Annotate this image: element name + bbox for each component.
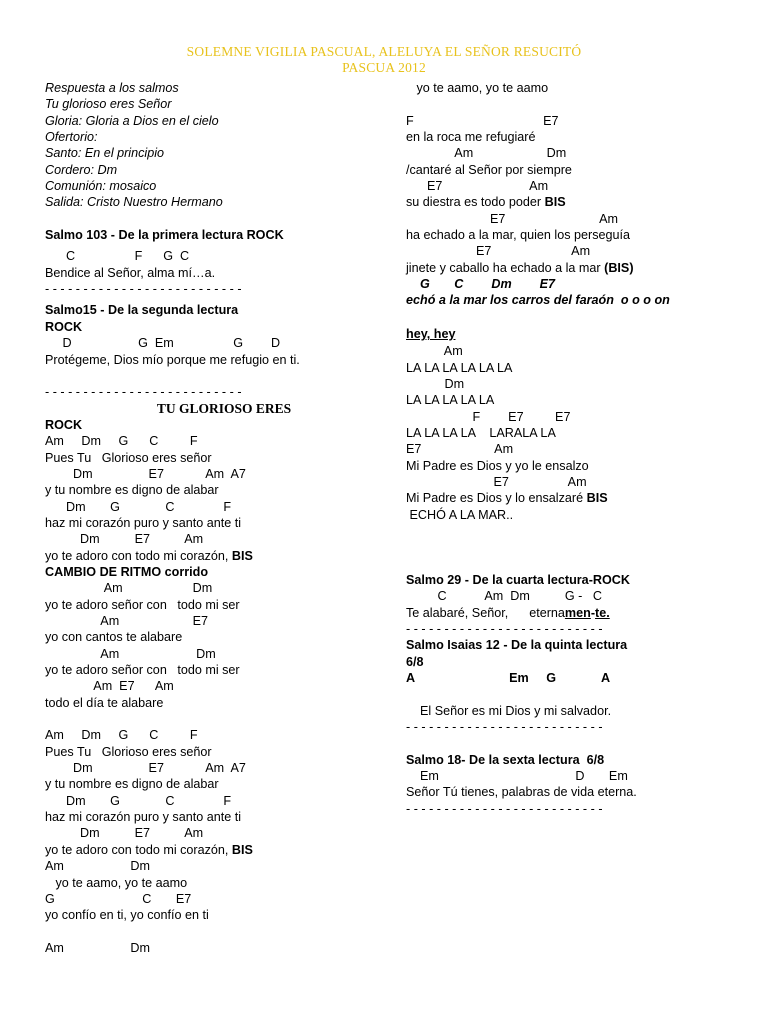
- chord-line: Em D Em: [406, 769, 628, 784]
- line-text: yo te aamo, yo te aamo: [45, 875, 188, 890]
- song-line: [406, 425, 746, 441]
- salmo-isaias-heading-2: 6/8: [406, 654, 424, 669]
- line-text: Am Dm G C F: [45, 728, 198, 743]
- song-line: [406, 376, 746, 392]
- song-line: [45, 499, 375, 515]
- chord-line: Am Dm: [45, 940, 150, 955]
- song-line: [406, 490, 746, 506]
- intro-item: Comunión: mosaico: [45, 179, 157, 194]
- line-text: ha echado a la mar, quien los perseguía: [406, 228, 631, 243]
- line-text: E7 Am: [406, 474, 587, 489]
- line-text: Mi Padre es Dios y yo le ensalzo: [406, 458, 589, 473]
- bis-label: BIS: [231, 548, 253, 563]
- bis-label: BIS: [231, 842, 253, 857]
- song-verse: [45, 858, 375, 923]
- song-line: [406, 343, 746, 359]
- line-text: ECHÓ A LA MAR..: [406, 507, 514, 522]
- song-line: [406, 178, 746, 194]
- chord-line: D G Em G D: [45, 336, 281, 351]
- song-line: [45, 646, 375, 662]
- song-line: [406, 227, 746, 243]
- page-title: [0, 44, 768, 76]
- lyric-underlined: men: [564, 605, 591, 620]
- lyric-underlined: te.: [595, 605, 610, 620]
- intro-item: Cordero: Dm: [45, 162, 118, 177]
- intro-item: Tu glorioso eres Señor: [45, 97, 172, 112]
- chord-line: C F G C: [45, 249, 190, 264]
- line-text: /cantaré al Señor por siempre: [406, 162, 572, 177]
- song-line: [45, 613, 375, 629]
- lyric-line: Señor Tú tienes, palabras de vida eterna.: [406, 785, 637, 800]
- song-title: TU GLORIOSO ERES: [156, 400, 292, 416]
- divider: - - - - - - - - - - - - - - - - - - - - - - - - - -: [45, 282, 242, 297]
- chord-line: C Am Dm G - C: [406, 589, 602, 604]
- line-text: Dm G C F: [45, 793, 232, 808]
- chord-line: A Em G A: [406, 671, 611, 686]
- song-line: [406, 113, 746, 129]
- song-verse: [45, 580, 375, 711]
- line-text: yo te adoro señor con todo mi ser: [45, 597, 240, 612]
- song-line: [45, 678, 375, 694]
- line-text: G C E7: [45, 891, 192, 906]
- song-line: [406, 162, 746, 178]
- song-line: [45, 531, 375, 547]
- line-text: Dm E7 Am A7: [45, 466, 246, 481]
- song-line: [45, 466, 375, 482]
- song-line: [45, 760, 375, 776]
- song-line: [406, 392, 746, 408]
- song-line: [406, 129, 746, 145]
- song-line: [406, 194, 746, 210]
- song-line: [45, 662, 375, 678]
- line-text: yo con cantos te alabare: [45, 630, 183, 645]
- left-column: [45, 80, 375, 956]
- intro-item: Salida: Cristo Nuestro Hermano: [45, 195, 223, 210]
- salmo-29-heading: Salmo 29 - De la cuarta lectura-ROCK: [406, 572, 630, 587]
- song-line: [45, 891, 375, 907]
- line-text: E7 Am: [406, 179, 549, 194]
- intro-item: Santo: En el principio: [45, 146, 165, 161]
- line-text: Dm E7 Am: [45, 826, 204, 841]
- line-text: y tu nombre es digno de alabar: [45, 483, 219, 498]
- salmo-15-heading-2: ROCK: [45, 319, 83, 334]
- lyric-hyphen: -: [590, 605, 596, 620]
- song-line: [45, 744, 375, 760]
- intro-item: Ofertorio:: [45, 130, 98, 145]
- song-verse: [406, 343, 746, 523]
- title-line-1: SOLEMNE VIGILIA PASCUAL, ALELUYA EL SEÑOR RESUCITÓ: [186, 44, 582, 59]
- lyric-line: [45, 842, 375, 858]
- line-text: Pues Tu Glorioso eres señor: [45, 450, 212, 465]
- lyric-text: yo te adoro con todo mi corazón,: [45, 842, 232, 857]
- line-text: E7 Am: [406, 244, 591, 259]
- song-line: [45, 433, 375, 449]
- line-text: jinete y caballo ha echado a la mar: [406, 260, 605, 275]
- lyric-line: El Señor es mi Dios y mi salvador.: [406, 703, 612, 718]
- divider: - - - - - - - - - - - - - - - - - - - - - - - - - -: [406, 801, 603, 816]
- line-text: Am Dm: [45, 859, 150, 874]
- song-line: [45, 727, 375, 743]
- line-text: Am E7 Am: [45, 679, 174, 694]
- song-line: [45, 597, 375, 613]
- bis-label: BIS: [544, 195, 566, 210]
- song-line: [406, 458, 746, 474]
- line-text: su diestra es todo poder: [406, 195, 545, 210]
- right-column: [406, 80, 746, 817]
- divider: - - - - - - - - - - - - - - - - - - - - - - - - - -: [406, 720, 603, 735]
- line-text: LA LA LA LA LA LA: [406, 360, 513, 375]
- line-text: F E7: [406, 113, 559, 128]
- line-text: Am Dm: [406, 146, 567, 161]
- song-line: [406, 260, 746, 276]
- intro-item: Gloria: Gloria a Dios en el cielo: [45, 113, 219, 128]
- song-line: [45, 776, 375, 792]
- line-text: haz mi corazón puro y santo ante ti: [45, 515, 242, 530]
- song-verse: [406, 113, 746, 276]
- line-text: Mi Padre es Dios y lo ensalzaré: [406, 491, 587, 506]
- line-text: Pues Tu Glorioso eres señor: [45, 744, 212, 759]
- line-text: yo confío en ti, yo confío en ti: [45, 908, 209, 923]
- song-line: [45, 809, 375, 825]
- divider: - - - - - - - - - - - - - - - - - - - - - - - - - -: [45, 385, 242, 400]
- line-text: E7 Am: [406, 442, 514, 457]
- hey-line: hey, hey: [406, 327, 456, 342]
- line-text: Am Dm G C F: [45, 434, 198, 449]
- line-text: haz mi corazón puro y santo ante ti: [45, 810, 242, 825]
- line-text: Dm E7 Am A7: [45, 761, 246, 776]
- song-line: [45, 580, 375, 596]
- song-line: [45, 793, 375, 809]
- title-line-2: PASCUA 2012: [342, 60, 426, 75]
- line-text: en la roca me refugiaré: [406, 130, 536, 145]
- intro-item: Respuesta a los salmos: [45, 81, 179, 95]
- lyric-line: [45, 548, 375, 564]
- song-line: [45, 515, 375, 531]
- song-line: [406, 360, 746, 376]
- line-text: E7 Am: [406, 211, 619, 226]
- lyric-line: yo te aamo, yo te aamo: [406, 81, 549, 95]
- lyric-line: Protégeme, Dios mío porque me refugio en ti.: [45, 352, 300, 367]
- line-text: Dm G C F: [45, 499, 232, 514]
- song-line: [45, 858, 375, 874]
- line-text: Dm: [406, 376, 465, 391]
- line-text: todo el día te alabare: [45, 695, 164, 710]
- song-line: [406, 474, 746, 490]
- song-line: [45, 695, 375, 711]
- line-text: Am Dm: [45, 581, 213, 596]
- lyric-line: [406, 605, 746, 621]
- rhythm-change: CAMBIO DE RITMO corrido: [45, 564, 209, 579]
- salmo-isaias-heading: Salmo Isaias 12 - De la quinta lectura: [406, 638, 628, 653]
- song-line: [45, 482, 375, 498]
- salmo-15-heading: Salmo15 - De la segunda lectura: [45, 303, 239, 318]
- song-subtitle: ROCK: [45, 417, 83, 432]
- line-text: LA LA LA LA LARALA LA: [406, 425, 556, 440]
- divider: - - - - - - - - - - - - - - - - - - - - - - - - - -: [406, 622, 603, 636]
- lyric-text: Te alabaré, Señor, eterna: [406, 605, 565, 620]
- bis-label: BIS: [586, 491, 608, 506]
- song-line: [45, 875, 375, 891]
- song-line: [406, 145, 746, 161]
- line-text: y tu nombre es digno de alabar: [45, 777, 219, 792]
- song-verse: [45, 727, 375, 841]
- lyric-line: Bendice al Señor, alma mí…a.: [45, 265, 216, 280]
- lyric-text: yo te adoro con todo mi corazón,: [45, 548, 232, 563]
- salmo-103-heading: Salmo 103 - De la primera lectura ROCK: [45, 228, 284, 243]
- song-line: [406, 243, 746, 259]
- line-text: Am E7: [45, 614, 209, 628]
- chord-line: G C Dm E7: [406, 277, 556, 292]
- line-text: yo te adoro señor con todo mi ser: [45, 663, 240, 678]
- line-text: Dm E7 Am: [45, 532, 204, 547]
- song-verse: [45, 433, 375, 547]
- song-line: [45, 629, 375, 645]
- song-line: [406, 507, 746, 523]
- salmo-18-heading: Salmo 18- De la sexta lectura 6/8: [406, 752, 605, 767]
- song-line: [45, 450, 375, 466]
- song-line: [406, 409, 746, 425]
- song-line: [406, 441, 746, 457]
- bis-label: (BIS): [604, 260, 634, 275]
- line-text: F E7 E7: [406, 409, 571, 424]
- lyric-line: echó a la mar los carros del faraón o o o on: [406, 293, 670, 308]
- song-line: [45, 825, 375, 841]
- line-text: LA LA LA LA LA: [406, 393, 495, 408]
- song-line: [45, 907, 375, 923]
- line-text: Am Dm: [45, 646, 216, 661]
- line-text: Am: [406, 344, 463, 359]
- intro-list: [45, 80, 375, 211]
- song-line: [406, 211, 746, 227]
